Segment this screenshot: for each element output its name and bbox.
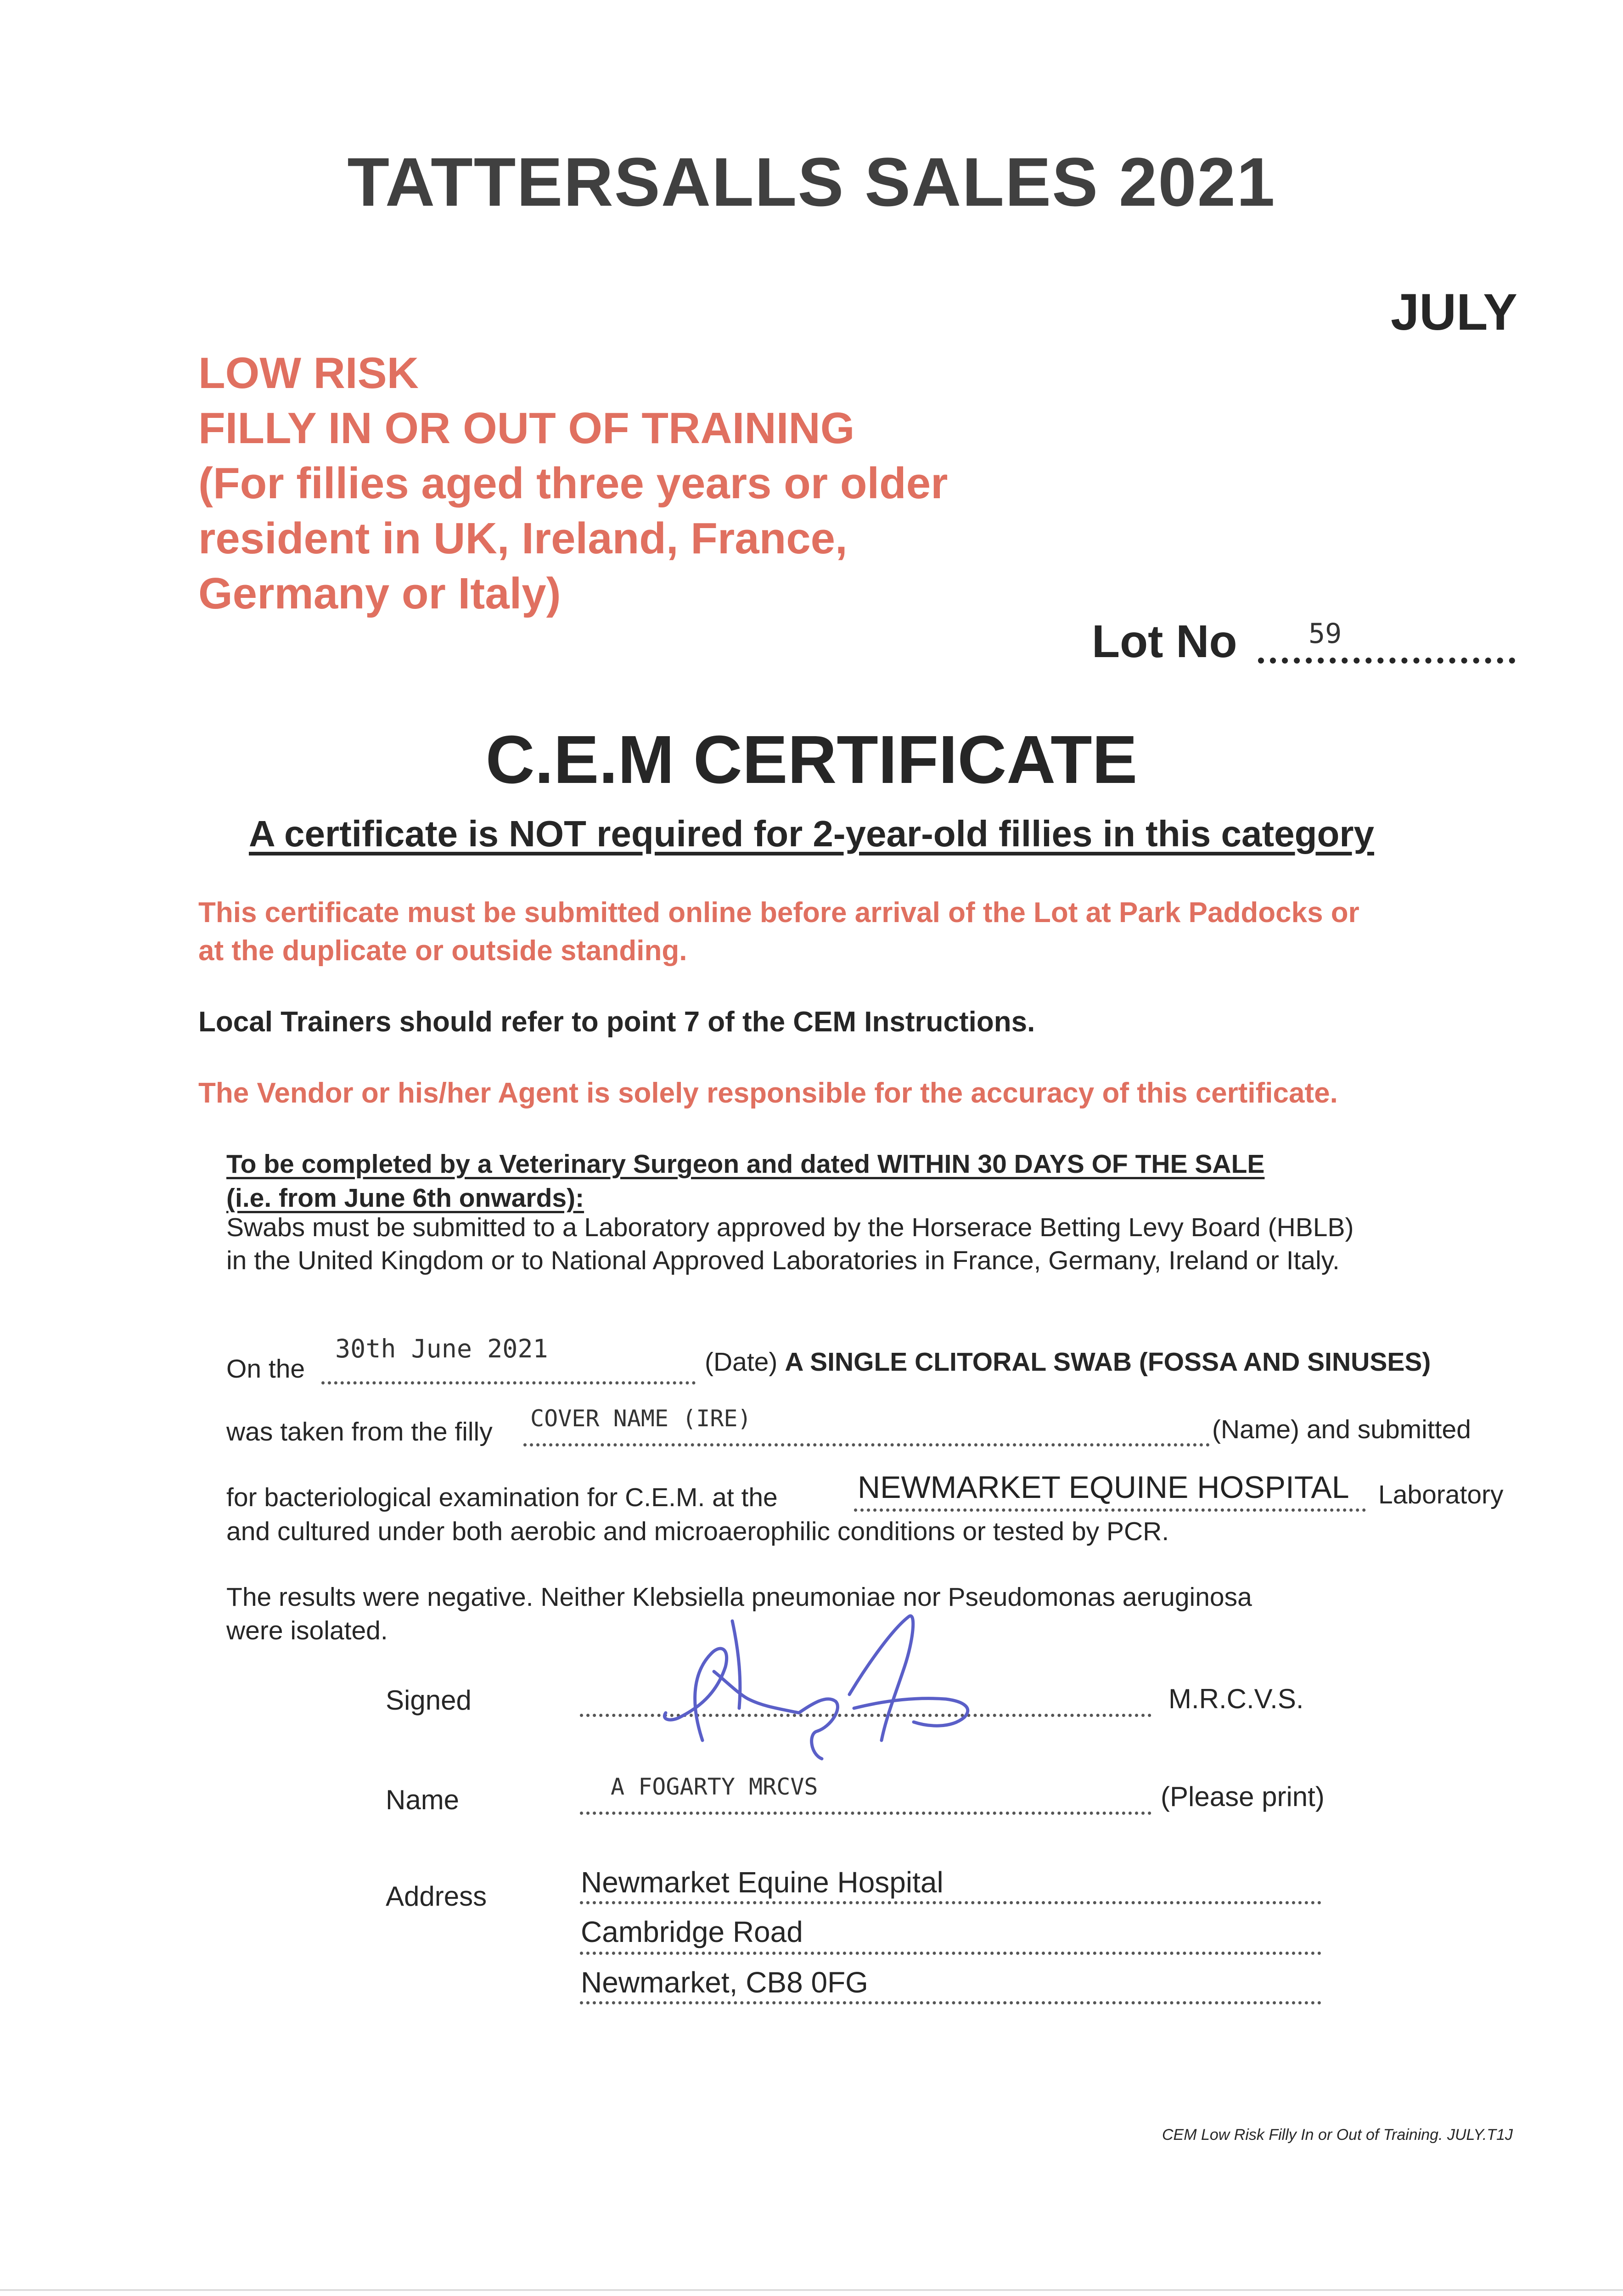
swab-instruction-line: in the United Kingdom or to National Approved Laboratories in France, Germany, Ireland or Italy.: [226, 1246, 1340, 1275]
certificate-title: C.E.M CERTIFICATE: [485, 722, 1138, 798]
filly-name-suffix: (Name) and submitted: [1212, 1415, 1471, 1444]
address-line-3-field[interactable]: Newmarket, CB8 0FG: [581, 1966, 868, 1999]
date-suffix: [705, 1347, 1431, 1377]
page-edge-rule: [0, 2289, 1623, 2291]
date-dotted-line: [321, 1381, 696, 1384]
vendor-responsibility-note: The Vendor or his/her Agent is solely responsible for the accuracy of this certificate.: [198, 1077, 1338, 1109]
address-dotted-line: [580, 1952, 1321, 1955]
instruction-heading-line: (i.e. from June 6th onwards):: [226, 1183, 584, 1213]
local-trainers-note: Local Trainers should refer to point 7 of the CEM Instructions.: [198, 1006, 1035, 1038]
results-statement-line: were isolated.: [226, 1616, 388, 1645]
vet-name-dotted-line: [580, 1812, 1151, 1815]
signed-label: Signed: [386, 1685, 472, 1716]
laboratory-field[interactable]: NEWMARKET EQUINE HOSPITAL: [858, 1470, 1349, 1505]
filly-name-dotted-line: [523, 1443, 1210, 1446]
submission-note-line: at the duplicate or outside standing.: [198, 935, 687, 967]
signature-image[interactable]: [634, 1603, 1010, 1768]
culture-statement: and cultured under both aerobic and microaerophilic conditions or tested by PCR.: [226, 1517, 1169, 1546]
results-statement-line: The results were negative. Neither Klebsiella pneumoniae nor Pseudomonas aeruginosa: [226, 1582, 1252, 1612]
date-prefix: On the: [226, 1354, 305, 1384]
category-line: FILLY IN OR OUT OF TRAINING: [198, 404, 855, 453]
vet-name-label: Name: [386, 1784, 460, 1815]
address-label: Address: [386, 1881, 487, 1912]
category-line: (For fillies aged three years or older: [198, 459, 948, 508]
category-line: Germany or Italy): [198, 569, 561, 618]
vet-name-field[interactable]: A FOGARTY MRCVS: [611, 1773, 818, 1800]
footer-form-reference: CEM Low Risk Filly In or Out of Training. JULY.T1J: [1162, 2126, 1513, 2144]
lab-prefix: for bacteriological examination for C.E.M. at the: [226, 1483, 778, 1512]
swab-instruction-line: Swabs must be submitted to a Laboratory approved by the Horserace Betting Levy Board (HBLB): [226, 1213, 1354, 1242]
filly-prefix: was taken from the filly: [226, 1417, 493, 1446]
sale-month: JULY: [1390, 283, 1517, 341]
address-line-1-field[interactable]: Newmarket Equine Hospital: [581, 1866, 943, 1899]
lot-number-value[interactable]: 59: [1309, 618, 1342, 650]
lot-number-dotted-line: [1258, 658, 1515, 664]
swab-type-text: A SINGLE CLITORAL SWAB (FOSSA AND SINUSES): [785, 1347, 1431, 1377]
lab-suffix: Laboratory: [1378, 1480, 1504, 1509]
address-dotted-line: [580, 1901, 1321, 1904]
category-line: LOW RISK: [198, 349, 419, 398]
document-title: TATTERSALLS SALES 2021: [347, 143, 1276, 220]
date-field[interactable]: 30th June 2021: [335, 1334, 548, 1363]
please-print-hint: (Please print): [1161, 1781, 1325, 1812]
not-required-notice: A certificate is NOT required for 2-year-old fillies in this category: [248, 813, 1374, 854]
filly-name-field[interactable]: COVER NAME (IRE): [530, 1405, 752, 1432]
mrcvs-suffix: M.R.C.V.S.: [1168, 1683, 1304, 1714]
lot-number-label: Lot No: [1092, 616, 1237, 667]
lab-dotted-line: [854, 1508, 1366, 1512]
address-line-2-field[interactable]: Cambridge Road: [581, 1915, 803, 1948]
category-line: resident in UK, Ireland, France,: [198, 514, 848, 563]
submission-note-line: This certificate must be submitted online before arrival of the Lot at Park Paddocks or: [198, 897, 1359, 929]
instruction-heading-line: To be completed by a Veterinary Surgeon and dated WITHIN 30 DAYS OF THE SALE: [226, 1149, 1265, 1179]
address-dotted-line: [580, 2001, 1321, 2004]
date-label: (Date): [705, 1347, 778, 1377]
